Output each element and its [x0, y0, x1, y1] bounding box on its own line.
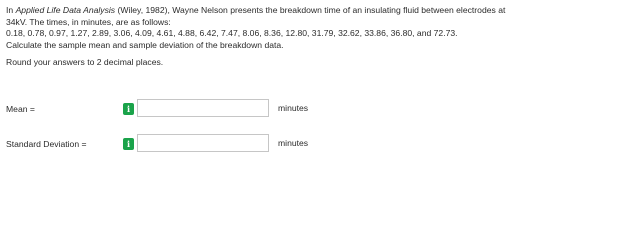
- problem-intro: [6, 5, 612, 17]
- intro-line-2: 34kV. The times, in minutes, are as follows:: [6, 16, 171, 27]
- std-dev-input[interactable]: [137, 134, 269, 152]
- info-icon[interactable]: i: [123, 103, 134, 115]
- problem-statement: [6, 5, 612, 69]
- mean-label: Mean =: [6, 104, 35, 114]
- std-dev-answer-row: [6, 134, 309, 154]
- instruction-text: Calculate the sample mean and sample deviation of the breakdown data.: [6, 39, 284, 50]
- rounding-note: Round your answers to 2 decimal places.: [6, 57, 164, 68]
- data-values: 0.18, 0.78, 0.97, 1.27, 2.89, 3.06, 4.09, 4.61, 4.88, 6.42, 7.47, 8.06, 8.36, 12.80, 31.79, 32.62, 33.86, 36.80, and 72.73.: [6, 28, 458, 39]
- intro-suffix: (Wiley, 1982), Wayne Nelson presents the breakdown time of an insulating fluid between electrodes at: [115, 5, 506, 15]
- intro-prefix: In: [6, 5, 16, 15]
- mean-answer-row: [6, 99, 309, 119]
- std-dev-unit: minutes: [278, 138, 309, 148]
- mean-input[interactable]: [137, 99, 269, 117]
- mean-unit: minutes: [278, 103, 309, 113]
- book-title: Applied Life Data Analysis: [15, 5, 116, 15]
- info-icon[interactable]: i: [123, 138, 134, 150]
- std-dev-label: Standard Deviation =: [6, 139, 87, 149]
